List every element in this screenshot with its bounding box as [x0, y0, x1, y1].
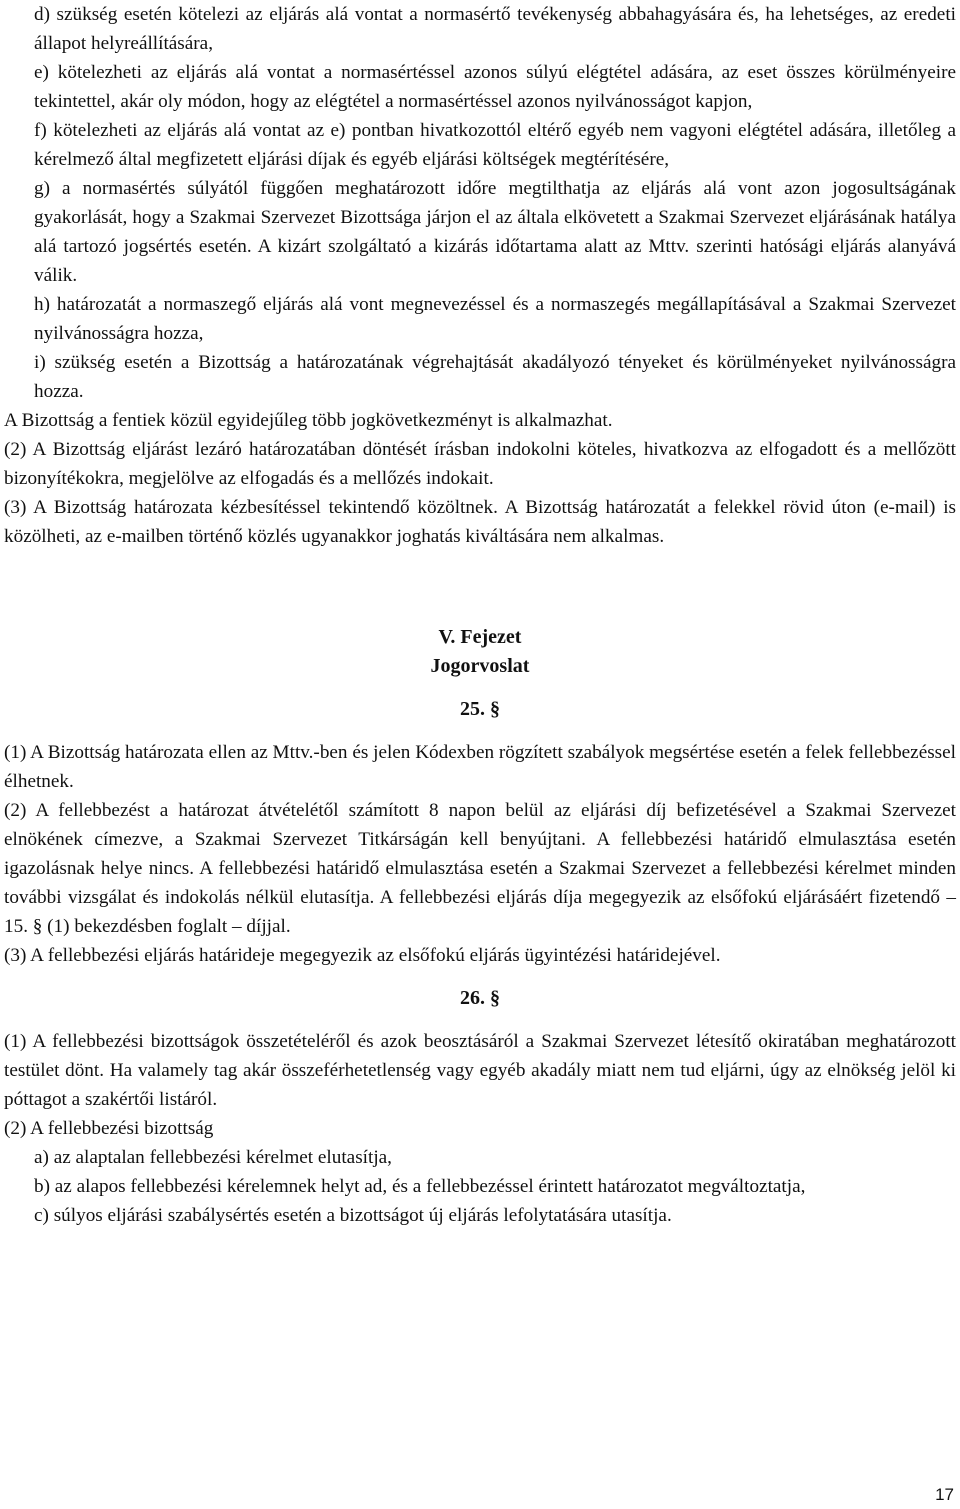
section-26-paragraph-1: (1) A fellebbezési bizottságok összetételéről és azok beosztásáról a Szakmai Szervezet létesítő okiratában meghatározott testület dönt. Ha valamely tag akár összeférhetetlenség vagy egyéb akadály miatt nem tud eljárni, úgy az elnökség jelöl ki póttagot a szakértői listáról.: [4, 1031, 956, 1110]
document-body: [4, 0, 956, 1230]
paragraph-2-reasoning: (2) A Bizottság eljárást lezáró határozatában döntését írásban indokolni köteles, hivatkozva az elfogadott és a mellőzött bizonyítékokra, megjelölve az elfogadás és a mellőzés indokait.: [4, 439, 956, 489]
section-26-paragraph-2: (2) A fellebbezési bizottság: [4, 1118, 214, 1139]
list-item-h: h) határozatát a normaszegő eljárás alá vont megnevezéssel és a normaszegés megállapításával a Szakmai Szervezet nyilvánosságra hozza,: [34, 294, 956, 344]
list-item-b: b) az alapos fellebbezési kérelemnek helyt ad, és a fellebbezéssel érintett határozatot megváltoztatja,: [34, 1176, 806, 1197]
list-item-d: d) szükség esetén kötelezi az eljárás alá vontat a normasértő tevékenység abbahagyására és, ha lehetséges, az eredeti állapot helyreállítására,: [34, 4, 956, 54]
section-25-paragraph-1: (1) A Bizottság határozata ellen az Mttv.-ben és jelen Kódexben rögzített szabályok megsértése esetén a felek fellebbezéssel élhetnek.: [4, 742, 956, 792]
page-number: 17: [935, 1485, 954, 1504]
appeal-outcomes-list: [4, 1143, 956, 1230]
paragraph-consequences: A Bizottság a fentiek közül egyidejűleg több jogkövetkezményt is alkalmazhat.: [4, 410, 613, 431]
list-item-i: i) szükség esetén a Bizottság a határozatának végrehajtását akadályozó tényeket és körülményeket nyilvánosságra hozza.: [34, 352, 956, 402]
spacer: [4, 724, 956, 738]
spacer: [4, 551, 956, 623]
sanctions-list: [4, 0, 956, 406]
section-25-paragraph-2: (2) A fellebbezést a határozat átvételétől számított 8 napon belül az eljárási díj befizetésével a Szakmai Szervezet elnökének címezve, a Szakmai Szervezet Titkárságán kell benyújtani. A fellebbezési határidő elmulasztása esetén igazolásnak helye nincs. A fellebbezési határidő elmulasztása esetén a Szakmai Szervezet a fellebbezési kérelmet minden további vizsgálat és indokolás nélkül elutasítja. A fellebbezési eljárás díja megegyezik az elsőfokú eljárásáért fizetendő – 15. § (1) bekezdésben foglalt – díjjal.: [4, 800, 956, 937]
list-item-c: c) súlyos eljárási szabálysértés esetén a bizottságot új eljárás lefolytatására utasítja.: [34, 1205, 672, 1226]
section-26-heading: 26. §: [460, 987, 500, 1009]
list-item-a: a) az alaptalan fellebbezési kérelmet elutasítja,: [34, 1147, 392, 1168]
list-item-g: g) a normasértés súlyától függően meghatározott időre megtilthatja az eljárás alá vont azon jogosultságának gyakorlását, hogy a Szakmai Szervezet Bizottsága járjon el az általa elkövetett a Szakmai Szervezet eljárásának hatálya alá tartozó jogsértés esetén. A kizárt szolgáltató a kizárás időtartama alatt az Mttv. szerinti hatósági eljárás alanyává válik.: [34, 178, 956, 286]
paragraph-3-delivery: (3) A Bizottság határozata kézbesítéssel tekintendő közöltnek. A Bizottság határozatát a felekkel rövid úton (e-mail) is közölheti, az e-mailben történő közlés ugyanakkor joghatás kiváltására nem alkalmas.: [4, 497, 956, 547]
section-25-paragraph-3: (3) A fellebbezési eljárás határideje megegyezik az elsőfokú eljárás ügyintézési határidejével.: [4, 945, 721, 966]
spacer: [4, 970, 956, 984]
spacer: [4, 1013, 956, 1027]
chapter-number: V. Fejezet: [438, 626, 522, 648]
list-item-e: e) kötelezheti az eljárás alá vontat a normasértéssel azonos súlyú elégtétel adására, az eset összes körülményeire tekintettel, akár oly módon, hogy az elégtétel a normasértéssel azonos nyilvánosságot kapjon,: [34, 62, 956, 112]
spacer: [4, 681, 956, 695]
section-25-heading: 25. §: [460, 698, 500, 720]
list-item-f: f) kötelezheti az eljárás alá vontat az e) pontban hivatkozottól eltérő egyéb nem vagyoni elégtétel adására, illetőleg a kérelmező által megfizetett eljárási díjak és egyéb eljárási költségek megtérítésére,: [34, 120, 956, 170]
chapter-title: Jogorvoslat: [430, 655, 530, 677]
